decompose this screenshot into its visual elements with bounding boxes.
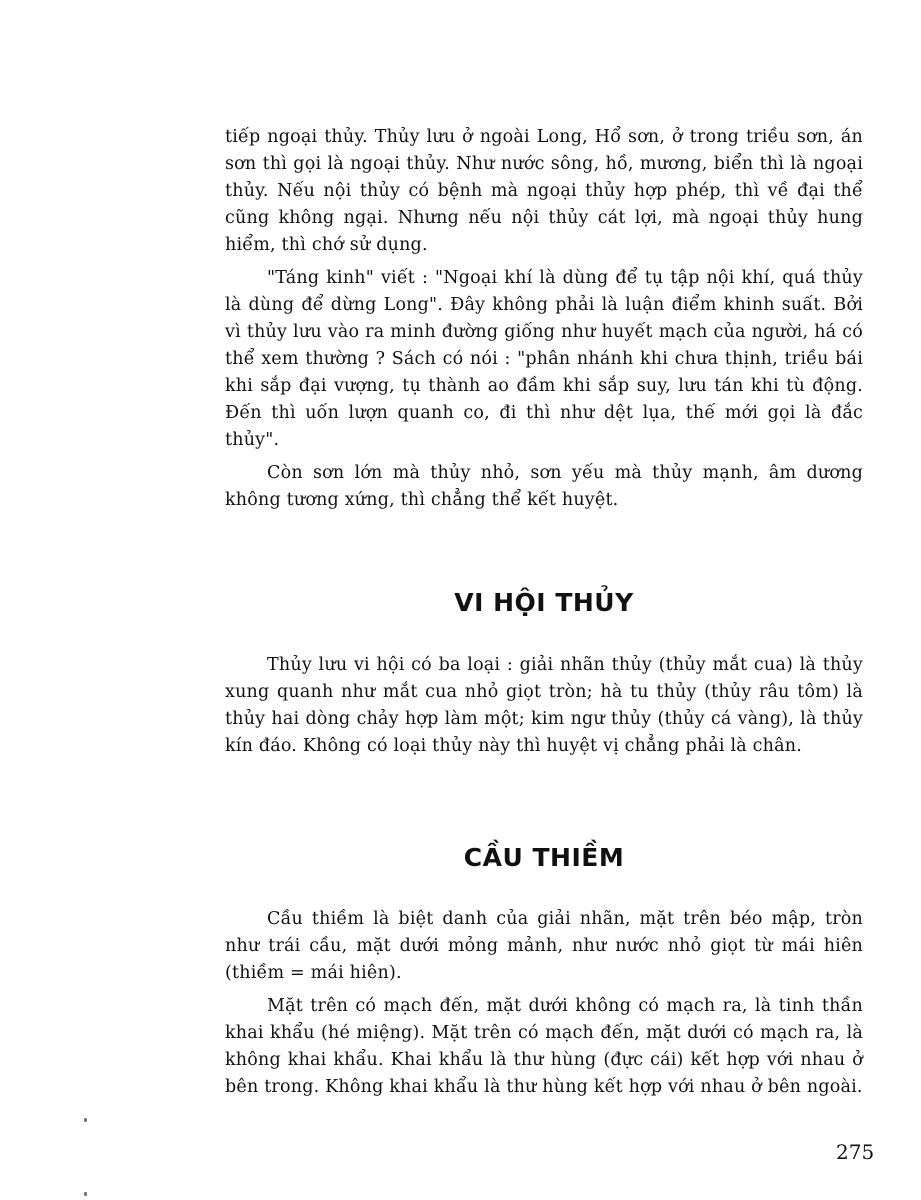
paragraph-son-thuy: Còn sơn lớn mà thủy nhỏ, sơn yếu mà thủy mạnh, âm dương không tương xứng, thì chẳng thể kết huyệt. xyxy=(225,463,863,510)
scan-speck xyxy=(84,1192,87,1196)
continuation-paragraph: tiếp ngoại thủy. Thủy lưu ở ngoài Long, Hổ sơn, ở trong triều sơn, án sơn thì gọi là ngoại thủy. Như nước sông, hồ, mương, biển thì là ngoại thủy. Nếu nội thủy có bệnh mà ngoại thủy hợp phép, thì về đại thể cũng không ngại. Nhưng nếu nội thủy cát lợi, mà ngoại thủy hung hiểm, thì chớ sử dụng. xyxy=(225,127,863,255)
section-heading-cau-thiem: CẦU THIỀM xyxy=(463,843,625,872)
section-heading-vi-hoi-thuy: VI HỘI THỦY xyxy=(454,588,634,617)
body-text-vi-hoi-thuy xyxy=(225,652,863,766)
body-text-top xyxy=(225,124,863,520)
paragraph-khai-khau: Mặt trên có mạch đến, mặt dưới không có mạch ra, là tinh thần khai khẩu (hé miệng). Mặt trên có mạch đến, mặt dưới có mạch ra, là không khai khẩu. Khai khẩu là thư hùng (đực cái) kết hợp với nhau ở bên trong. Không khai khẩu là thư hùng kết hợp với nhau ở bên ngoài. xyxy=(225,996,863,1097)
paragraph-vi-hoi: Thủy lưu vi hội có ba loại : giải nhãn thủy (thủy mắt cua) là thủy xung quanh như mắt cua nhỏ giọt tròn; hà tu thủy (thủy râu tôm) là thủy hai dòng chảy hợp làm một; kim ngư thủy (thủy cá vàng), là thủy kín đáo. Không có loại thủy này thì huyệt vị chẳng phải là chân. xyxy=(225,655,863,756)
body-text-cau-thiem xyxy=(225,906,863,1107)
paragraph-cau-thiem-definition: Cầu thiềm là biệt danh của giải nhãn, mặt trên béo mập, tròn như trái cầu, mặt dưới mỏng mảnh, như nước nhỏ giọt từ mái hiên (thiềm = mái hiên). xyxy=(225,909,863,983)
paragraph-tang-kinh: "Táng kinh" viết : "Ngoại khí là dùng để tụ tập nội khí, quá thủy là dùng để dừng Long". Đây không phải là luận điểm khinh suất. Bởi vì thủy lưu vào ra minh đường giống như huyết mạch của người, há có thể xem thường ? Sách có nói : "phân nhánh khi chưa thịnh, triều bái khi sắp đại vượng, tụ thành ao đầm khi sắp suy, lưu tán khi tù động. Đến thì uốn lượn quanh co, đi thì như dệt lụa, thế mới gọi là đắc thủy". xyxy=(225,268,863,450)
page-number: 275 xyxy=(836,1140,875,1164)
scan-speck xyxy=(84,1118,87,1122)
